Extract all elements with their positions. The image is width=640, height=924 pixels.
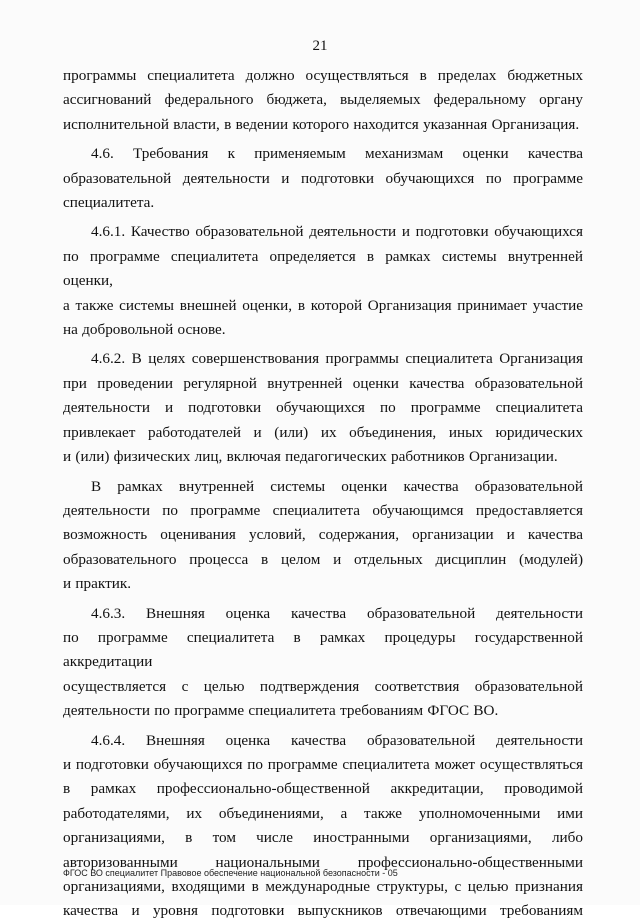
text-line: специалитета. [63,194,155,212]
page-number: 21 [312,38,328,54]
paragraph [63,64,583,137]
text-line: организациями, входящими в международные структуры, с целью признания [63,878,583,895]
text-line: В рамках внутренней системы оценки качества образовательной [91,477,583,495]
text-line: деятельности по программе специалитета обучающимся предоставляется [63,501,583,519]
text-line: 4.6.1. Качество образовательной деятельности и подготовки обучающихся [91,223,583,241]
text-line: привлекает работодателей и (или) их объединения, иных юридических [63,423,583,441]
text-line: на добровольной основе. [63,321,226,339]
text-line: 4.6. Требования к применяемым механизмам оценки качества [91,145,583,163]
text-line: по программе специалитета в рамках процедуры государственной аккредитации [63,628,583,671]
text-line: возможность оценивания условий, содержания, организации и качества [63,526,583,544]
text-line: работодателями, их объединениями, а также уполномоченными ими [63,804,583,822]
text-line: и практик. [63,575,132,593]
text-line: образовательной деятельности и подготовки обучающихся по программе [63,169,583,187]
text-line: при проведении регулярной внутренней оценки качества образовательной [63,374,583,392]
text-line: ассигнований федерального бюджета, выделяемых федеральному органу [63,91,583,109]
text-line: организациями, в том числе иностранными организациями, либо [63,829,583,847]
text-line: деятельности по программе специалитета требованиям ФГОС ВО. [63,702,499,720]
text-line: авторизованными национальными профессионально-общественными [63,853,583,871]
text-line: исполнительной власти, в ведении которого находится указанная Организация. [63,115,580,133]
text-line: осуществляется с целью подтверждения соответствия образовательной [63,677,583,695]
text-line: качества и уровня подготовки выпускников отвечающими требованиям [63,902,583,920]
text-line: 4.6.4. Внешняя оценка качества образовательной деятельности [91,731,583,749]
document-footer: ФГОС ВО специалитет Правовое обеспечение национальной безопасности - 05 [63,868,398,878]
text-line: а также системы внешней оценки, в которой Организация принимает участие [63,296,583,314]
paragraph-4-6 [63,142,583,215]
paragraph-internal-assessment [63,475,583,597]
text-line: в рамках профессионально-общественной аккредитации, проводимой [63,780,583,798]
text-line: и (или) физических лиц, включая педагогических работников Организации. [63,448,558,466]
paragraph-4-6-4 [63,729,583,924]
text-line: 4.6.3. Внешняя оценка качества образовательной деятельности [91,604,583,622]
text-line: по программе специалитета определяется в рамках системы внутренней оценки, [63,247,583,290]
text-line: деятельности и подготовки обучающихся по программе специалитета [63,399,583,417]
paragraph-4-6-1 [63,220,583,342]
text-line: и подготовки обучающихся по программе специалитета может осуществляться [63,755,583,773]
document-body [63,64,583,924]
paragraph-4-6-2 [63,347,583,469]
text-line: образовательного процесса в целом и отдельных дисциплин (модулей) [63,550,583,568]
text-line: 4.6.2. В целях совершенствования программы специалитета Организация [91,350,583,368]
paragraph-4-6-3 [63,602,583,724]
text-line: программы специалитета должно осуществляться в пределах бюджетных [63,67,583,84]
